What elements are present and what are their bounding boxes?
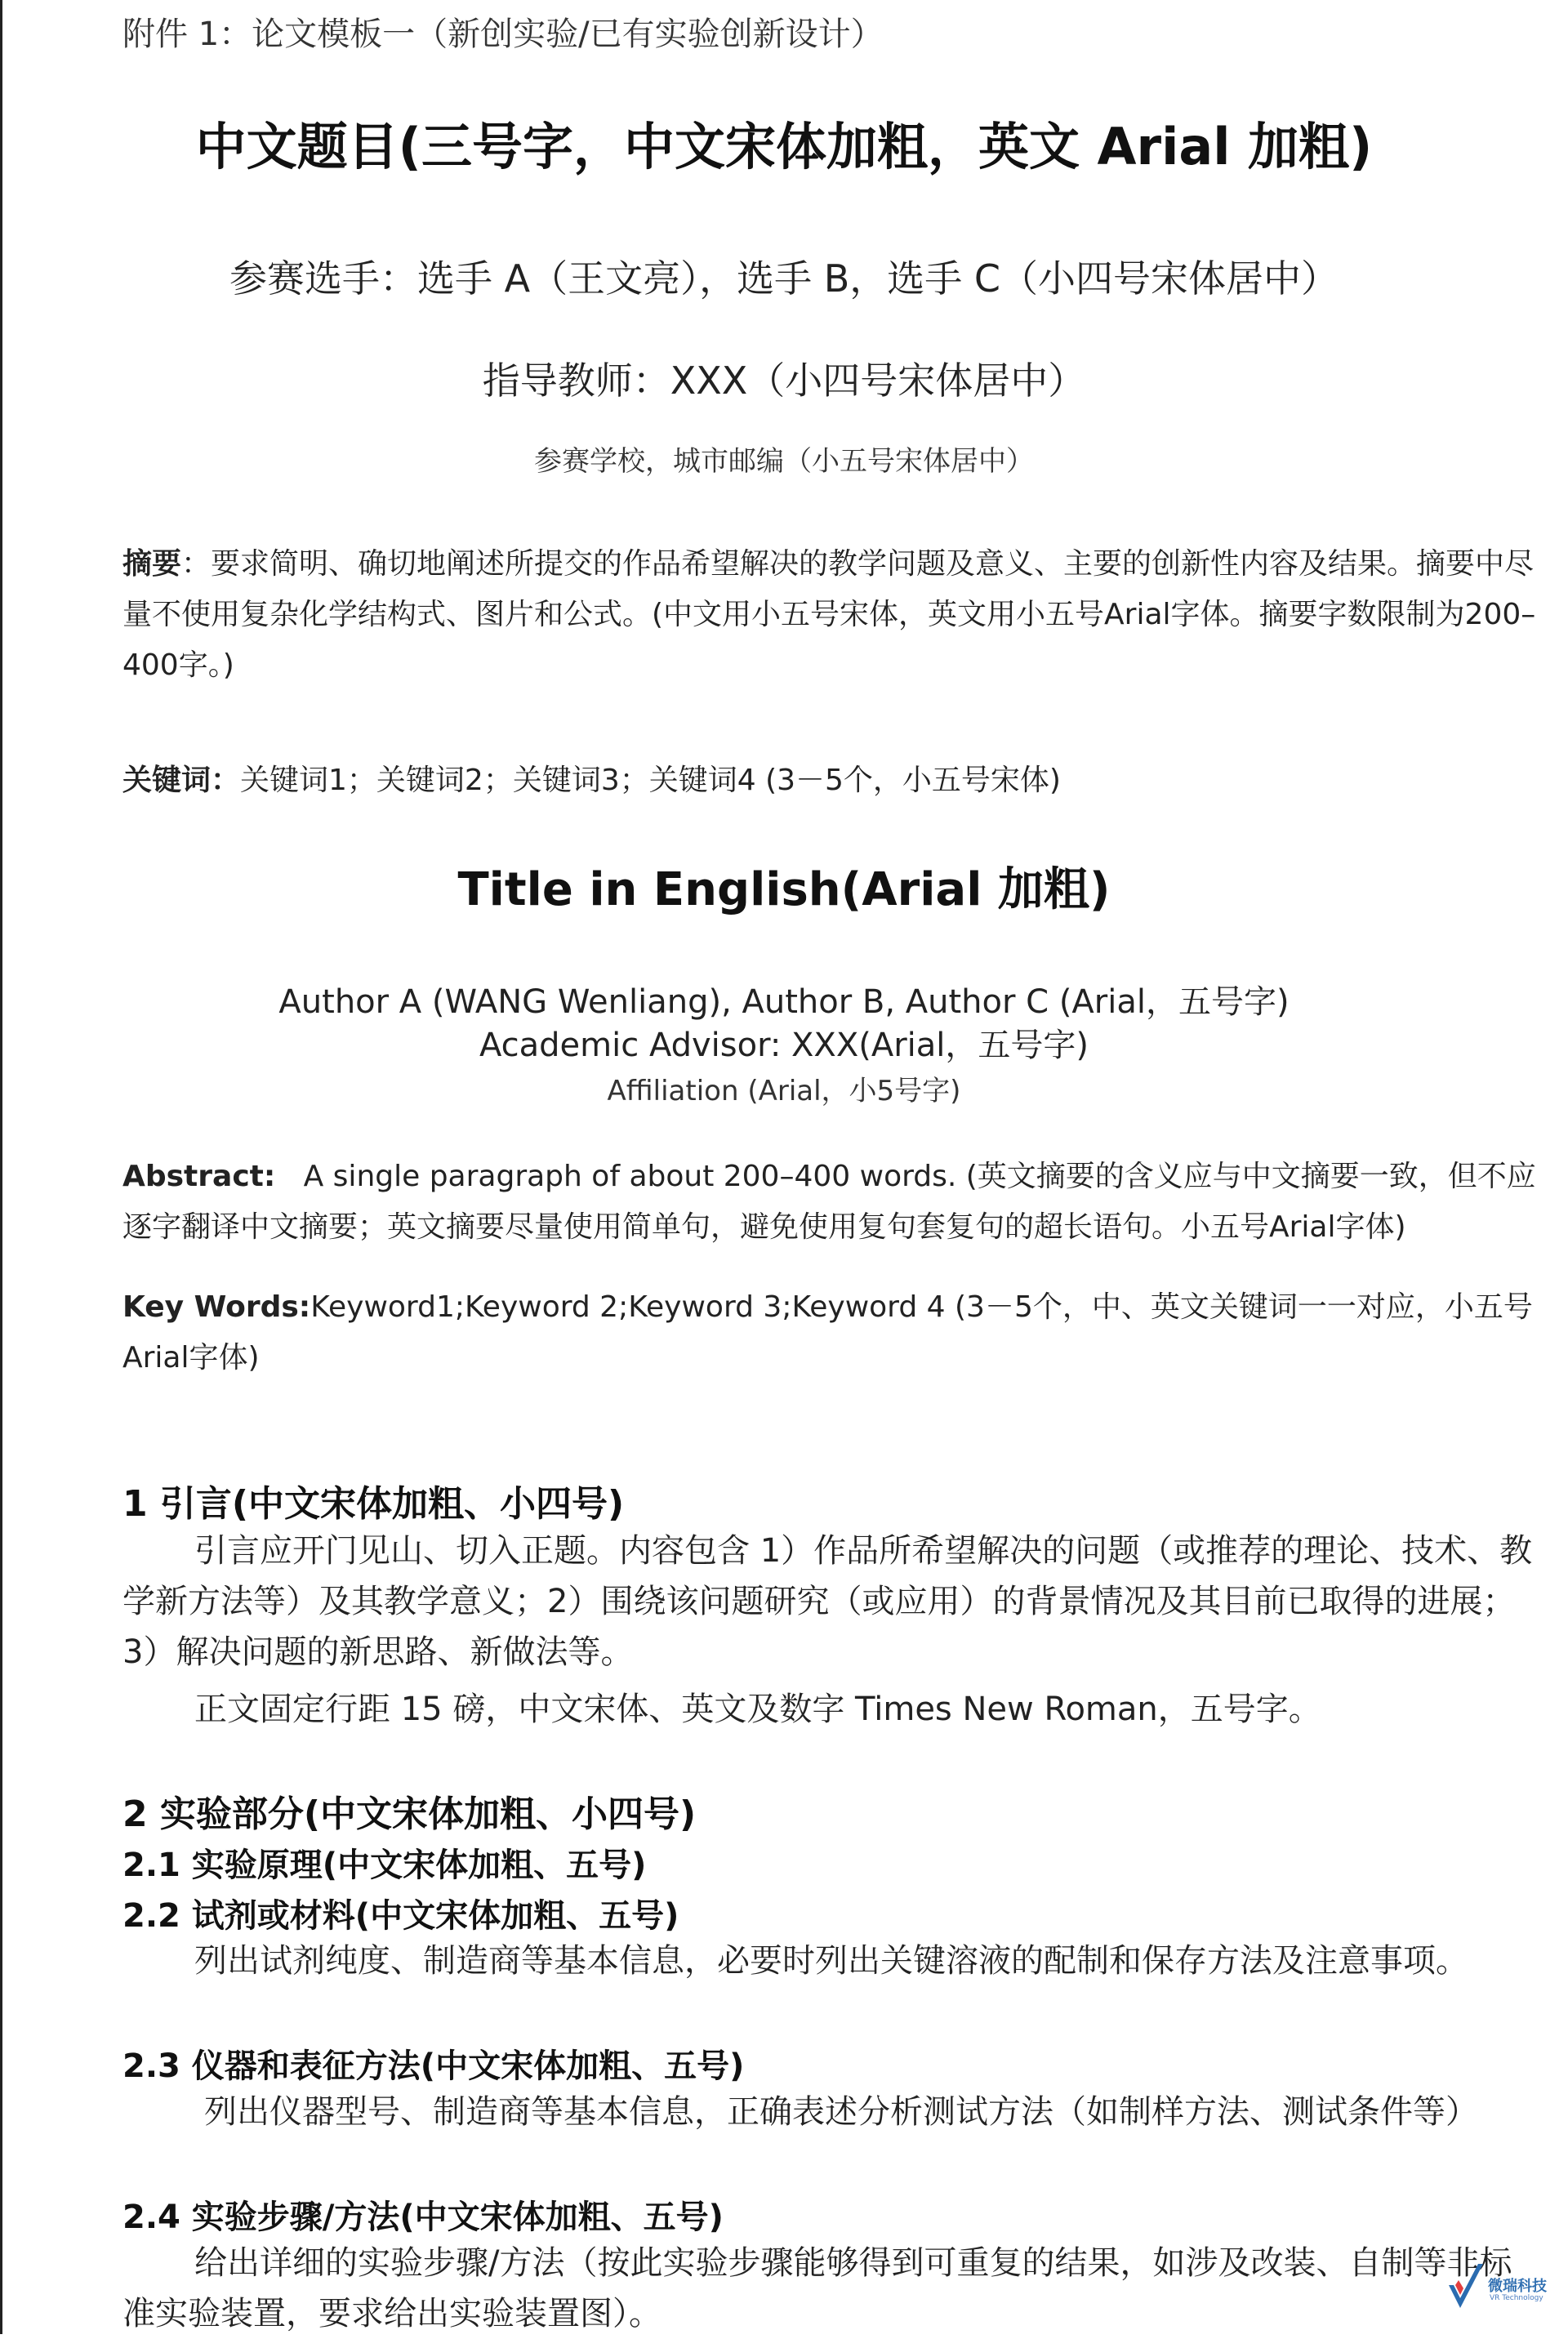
section-2-4-heading: 2.4 实验步骤/方法(中文宋体加粗、五号) (122, 2199, 724, 2236)
section-1-heading: 1 引言(中文宋体加粗、小四号) (122, 1483, 625, 1525)
checkmark-logo-icon (1446, 2261, 1486, 2318)
section-1-paragraph-1: 引言应开门见山、切入正题。内容包含 1）作品所希望解决的问题（或推荐的理论、技术、教学新方法等）及其教学意义；2）围绕该问题研究（或应用）的背景情况及其目前已取得的进展；3）解决问题的新思路、新做法等。 (122, 1532, 1533, 1671)
affiliation-line-en: Affiliation (Arial，小5号字) (607, 1075, 961, 1107)
participants-line: 参赛选手：选手 A（王文亮），选手 B，选手 C（小四号宋体居中） (229, 256, 1339, 301)
abstract-cn-text: ：要求简明、确切地阐述所提交的作品希望解决的教学问题及意义、主要的创新性内容及结果。摘要中尽量不使用复杂化学结构式、图片和公式。(中文用小五号宋体，英文用小五号Arial字体。摘要字数限制为200–400字。) (122, 547, 1536, 682)
abstract-cn-label: 摘要 (122, 547, 182, 581)
english-title: Title in English(Arial 加粗) (457, 863, 1111, 916)
keywords-cn (122, 755, 1544, 806)
section-2-3-paragraph: 列出仪器型号、制造商等基本信息，正确表述分析测试方法（如制样方法、测试条件等） (204, 2093, 1478, 2131)
section-1-paragraph-2: 正文固定行距 15 磅，中文宋体、英文及数字 Times New Roman，五号字。 (194, 1691, 1321, 1728)
section-2-3-heading: 2.3 仪器和表征方法(中文宋体加粗、五号) (122, 2047, 745, 2085)
keywords-cn-label: 关键词： (122, 764, 241, 797)
keywords-en-label: Key Words: (122, 1290, 311, 1324)
watermark-name: 微瑞科技 (1488, 2278, 1547, 2295)
advisor-line-en: Academic Advisor: XXX(Arial，五号字) (479, 1027, 1089, 1064)
attachment-label: 附件 1：论文模板一（新创实验/已有实验创新设计） (122, 16, 884, 53)
keywords-en (122, 1282, 1544, 1383)
section-2-2-paragraph: 列出试剂纯度、制造商等基本信息，必要时列出关键溶液的配制和保存方法及注意事项。 (194, 1942, 1468, 1980)
watermark-logo (1446, 2257, 1552, 2322)
page-left-border (0, 0, 2, 2334)
advisor-line-cn: 指导教师：XXX（小四号宋体居中） (482, 359, 1086, 403)
abstract-en-label: Abstract: (122, 1160, 276, 1193)
affiliation-line-cn: 参赛学校，城市邮编（小五号宋体居中） (534, 445, 1034, 478)
keywords-cn-text: 关键词1；关键词2；关键词3；关键词4 (3－5个，小五号宋体) (240, 764, 1061, 797)
authors-line-en: Author A (WANG Wenliang), Author B, Author C (Arial，五号字) (278, 983, 1290, 1021)
abstract-en-text: A single paragraph of about 200–400 words. (英文摘要的含义应与中文摘要一致，但不应逐字翻译中文摘要；英文摘要尽量使用简单句，避免使用复句套复句的超长语句。小五号Arial字体) (122, 1160, 1536, 1244)
keywords-en-text: Keyword1;Keyword 2;Keyword 3;Keyword 4 (3－5个，中、英文关键词一一对应，小五号Arial字体) (122, 1290, 1533, 1374)
section-2-1-heading: 2.1 实验原理(中文宋体加粗、五号) (122, 1847, 647, 1884)
section-2-2-heading: 2.2 试剂或材料(中文宋体加粗、五号) (122, 1897, 679, 1935)
watermark-subtitle: VR Technology (1490, 2294, 1544, 2302)
abstract-en (122, 1152, 1544, 1253)
section-2-heading: 2 实验部分(中文宋体加粗、小四号) (122, 1793, 697, 1835)
chinese-title: 中文题目(三号字，中文宋体加粗，英文 Arial 加粗) (195, 117, 1373, 176)
abstract-cn (122, 539, 1544, 691)
section-2-4-paragraph: 给出详细的实验步骤/方法（按此实验步骤能够得到可重复的结果，如涉及改装、自制等非标准实验装置，要求给出实验装置图）。 (122, 2244, 1512, 2332)
